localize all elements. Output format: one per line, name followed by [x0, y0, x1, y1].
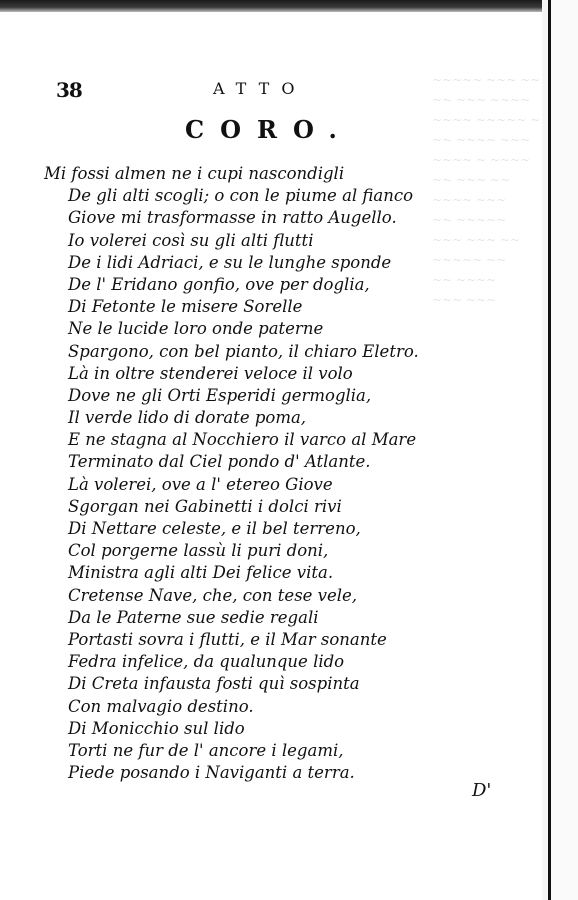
verse-line: Là volerei, ove a l' etereo Giove: [68, 474, 333, 494]
verse-line: Là in oltre stenderei veloce il volo: [68, 363, 353, 383]
verse-line: Io volerei così su gli alti flutti: [68, 230, 314, 250]
verse-line: Di Fetonte le misere Sorelle: [68, 297, 303, 317]
verse-line: Dove ne gli Orti Esperidi germoglia,: [68, 385, 372, 405]
verse-line: Ministra agli alti Dei felice vita.: [68, 563, 334, 583]
verse-line: Mi fossi almen ne i cupi nascondigli: [44, 164, 345, 183]
verse-block: [0, 163, 540, 784]
running-head: ATTO: [213, 79, 307, 98]
verse-line: Da le Paterne sue sedie regali: [68, 607, 319, 627]
page-gutter: [542, 0, 578, 900]
verse-line: Di Creta infausta fosti quì sospinta: [68, 674, 360, 694]
verse-line: Spargono, con bel pianto, il chiaro Eletro.: [68, 341, 419, 361]
verse-line: Giove mi trasformasse in ratto Augello.: [68, 208, 397, 228]
catchword: D': [472, 780, 492, 801]
verse-line: Col porgerne lassù li puri doni,: [68, 541, 329, 561]
verse-line: E ne stagna al Nocchiero il varco al Mare: [68, 430, 417, 450]
verse-line: Sgorgan nei Gabinetti i dolci rivi: [68, 496, 342, 516]
verse-line: De l' Eridano gonfio, ove per doglia,: [68, 274, 370, 294]
verse-line: Fedra infelice, da qualunque lido: [68, 652, 345, 672]
verse-line: Di Monicchio sul lido: [68, 718, 245, 738]
verse-line: Ne le lucide loro onde paterne: [68, 319, 324, 339]
verse-line: Piede posando i Naviganti a terra.: [68, 763, 355, 783]
verse-line: Terminato dal Ciel pondo d' Atlante.: [68, 452, 371, 472]
verse-line: Cretense Nave, che, con tese vele,: [68, 585, 358, 605]
page-top-edge: [0, 0, 578, 12]
bleed-through-text: ~~~~~ ~~~ ~~ ~~ ~~~ ~~~~ ~~~~ ~~~~~ ~ ~~ ~~~~ ~~~ ~~~~ ~ ~~~~ ~~ ~~~ ~~ ~~~~ ~~~ ~~ ~~~~~ ~~~ ~~~ ~~ ~~~~~ ~~ ~~ ~~~~ ~~~ ~~~: [432, 73, 541, 307]
verse-line: Torti ne fur de l' ancore i legami,: [68, 740, 344, 760]
verse-line: Portasti sovra i flutti, e il Mar sonante: [68, 629, 387, 649]
section-title: CORO.: [185, 115, 353, 144]
verse-line: Il verde lido di dorate poma,: [68, 408, 307, 428]
verse-line: Con malvagio destino.: [68, 696, 254, 716]
verse-line: De i lidi Adriaci, e su le lunghe sponde: [68, 252, 392, 272]
verse-line: Di Nettare celeste, e il bel terreno,: [68, 519, 361, 538]
verse-line: De gli alti scogli; o con le piume al fianco: [68, 186, 414, 206]
page-number: 38: [56, 78, 82, 102]
